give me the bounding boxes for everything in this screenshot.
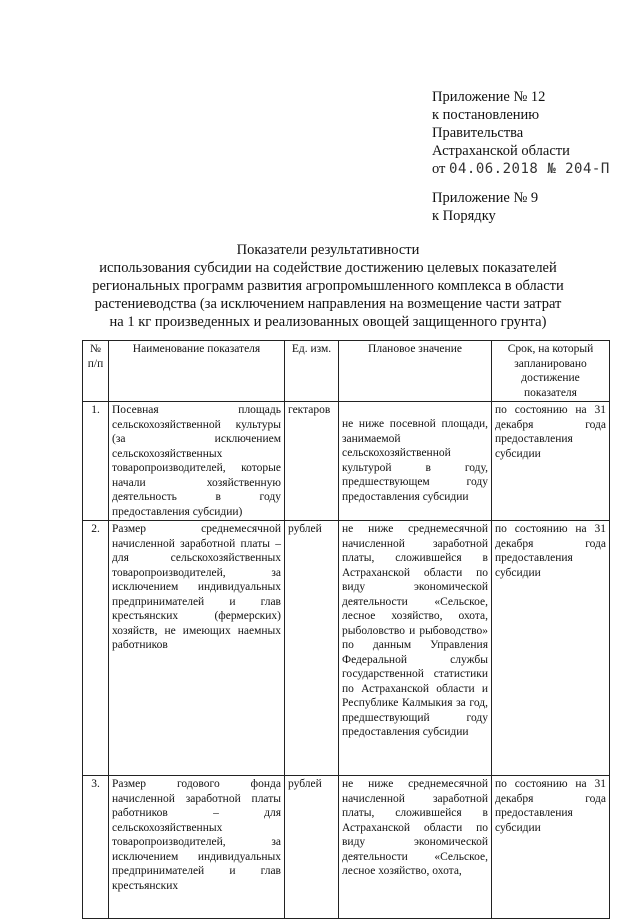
title-line-3: региональных программ развития агропромышленного комплекса в области xyxy=(92,278,564,294)
row-1-term: по состоянию на 31 декабря года предоставления субсидии xyxy=(492,402,610,521)
row-2-plan: не ниже среднемесячной начисленной заработной платы, сложившейся в Астраханской области по виду экономической деятельности «Сельское, лесное хозяйство, охота, рыболовство и рыбоводство» по данным Управления Федеральной службы государственной статистики по Астраханской области и Республике Калмыкия за год, предшествующий году предоставления субсидии xyxy=(339,521,492,776)
title-line-5: на 1 кг произведенных и реализованных овощей защищенного грунта) xyxy=(109,314,547,330)
appendix-12-line-2: к постановлению xyxy=(432,107,540,123)
appendix-12-line-1: Приложение № 12 xyxy=(432,89,546,105)
row-1-unit: гектаров xyxy=(285,402,339,521)
row-2-unit: рублей xyxy=(285,521,339,776)
decree-date-number: 04.06.2018 № 204-П xyxy=(449,161,610,177)
header-name: Наименование показателя xyxy=(109,341,285,402)
header-plan: Плановое значение xyxy=(339,341,492,402)
indicators-table xyxy=(82,340,610,919)
row-1-num: 1. xyxy=(83,402,109,521)
appendix-9-line-2: к Порядку xyxy=(432,208,496,224)
appendix-12-header xyxy=(432,88,610,178)
table-row xyxy=(83,521,610,776)
decree-prefix: от xyxy=(432,161,446,177)
row-3-name: Размер годового фонда начисленной заработной платы работников – для сельскохозяйственных товаропроизводителей, за исключением индивидуальных предпринимателей и глав крестьянских xyxy=(109,776,285,919)
row-2-num: 2. xyxy=(83,521,109,776)
row-3-unit: рублей xyxy=(285,776,339,919)
header-unit: Ед. изм. xyxy=(285,341,339,402)
row-3-plan: не ниже среднемесячной начисленной заработной платы, сложившейся в Астраханской области по виду экономической деятельности «Сельское, лесное хозяйство, охота, xyxy=(339,776,492,919)
row-1-name: Посевная площадь сельскохозяйственной культуры (за исключением сельскохозяйственных товаропроизводителей, которые начали хозяйственную деятельность в году предоставления субсидии) xyxy=(109,402,285,521)
appendix-9-line-1: Приложение № 9 xyxy=(432,190,539,206)
document-title xyxy=(78,241,578,331)
appendix-9-header xyxy=(432,189,538,225)
row-2-name: Размер среднемесячной начисленной заработной платы – для сельскохозяйственных товаропроизводителей, за исключением индивидуальных предпринимателей и глав крестьянских (фермерских) хозяйств, не имеющих наемных работников xyxy=(109,521,285,776)
title-line-4: растениеводства (за исключением направления на возмещение части затрат xyxy=(94,296,562,312)
header-num: № п/п xyxy=(83,341,109,402)
table-row xyxy=(83,776,610,919)
appendix-12-line-4: Астраханской области xyxy=(432,143,570,159)
title-line-1: Показатели результативности xyxy=(236,242,420,258)
appendix-12-line-3: Правительства xyxy=(432,125,524,141)
row-1-plan-cell xyxy=(339,402,492,521)
header-term: Срок, на который запланировано достижение показателя xyxy=(492,341,610,402)
row-3-num: 3. xyxy=(83,776,109,919)
row-3-term: по состоянию на 31 декабря года предоставления субсидии xyxy=(492,776,610,919)
table-row xyxy=(83,402,610,521)
row-2-term: по состоянию на 31 декабря года предоставления субсидии xyxy=(492,521,610,776)
table-header-row xyxy=(83,341,610,402)
decree-line xyxy=(432,160,610,178)
title-line-2: использования субсидии на содействие достижению целевых показателей xyxy=(99,260,557,276)
row-1-plan: не ниже посевной площади, занимаемой сельскохозяйственной культурой в году, предшествующем году предоставления субсидии xyxy=(342,418,488,503)
